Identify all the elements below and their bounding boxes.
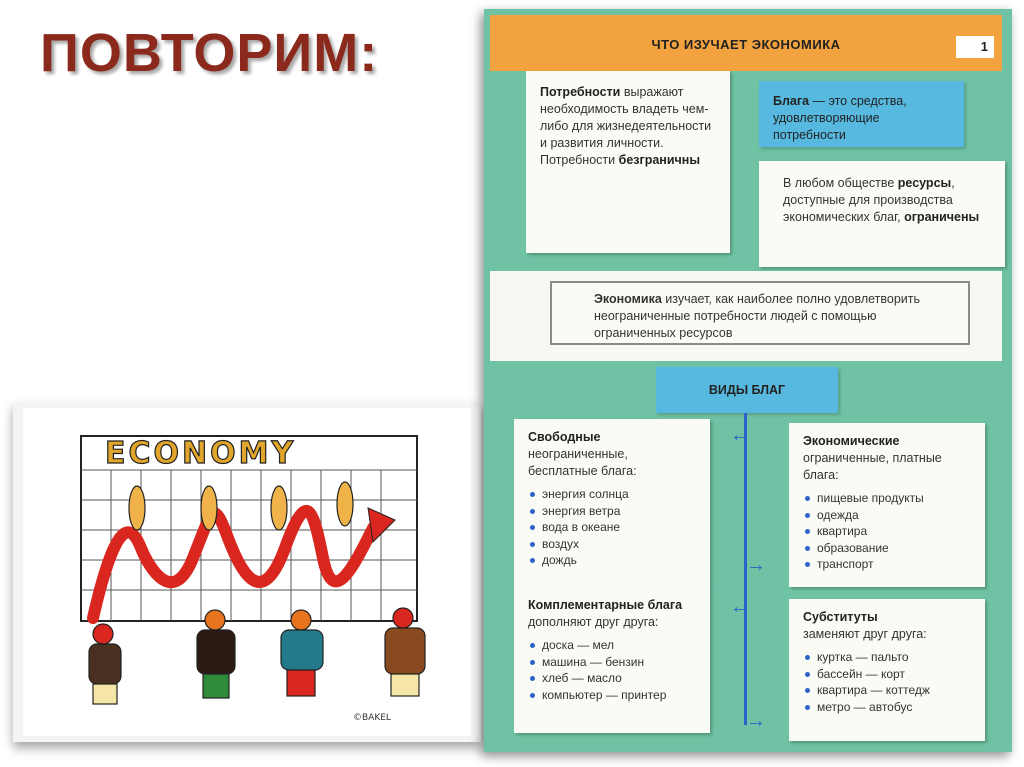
economics-definition-box [550,281,970,345]
arrow-left-icon: ← [730,424,750,446]
economics-band [490,271,1002,361]
list-item: вода в океане [528,519,696,536]
textbook-page [484,9,1012,752]
economic-goods-subtitle: ограниченные, платные блага: [803,451,942,482]
resources-text-before: В любом обществе [783,176,898,190]
list-item: одежда [803,507,971,524]
list-item: машина — бензин [528,654,696,671]
goods-definition-card [759,81,964,147]
list-item: компьютер — принтер [528,687,696,704]
list-item: образование [803,540,971,557]
list-item: дождь [528,552,696,569]
resources-term: ресурсы [897,176,952,190]
book-header [490,15,1002,71]
goods-types-title: ВИДЫ БЛАГ [656,367,838,413]
substitutes-card [789,599,985,741]
page-number: 1 [956,36,994,58]
list-item: энергия солнца [528,486,696,503]
list-item: бассейн — корт [803,666,971,683]
economics-term: Экономика [594,292,662,306]
list-item: куртка — пальто [803,649,971,666]
goods-definition-title: Блага [773,94,810,108]
goods-definition-text: — это средства, удовлетворяющие потребности [773,94,907,142]
list-item: метро — автобус [803,699,971,716]
needs-title: Потребности [540,85,621,99]
needs-card [526,71,730,253]
resources-card [759,161,1005,267]
list-item: энергия ветра [528,503,696,520]
complementary-goods-title: Комплементарные блага [528,598,683,612]
free-goods-card [514,419,710,587]
economy-cartoon-image [13,402,481,742]
book-header-title: ЧТО ИЗУЧАЕТ ЭКОНОМИКА [651,37,841,52]
free-goods-subtitle: неограниченные, бесплатные блага: [528,447,637,478]
economic-goods-title: Экономические [803,434,900,448]
list-item: доска — мел [528,637,696,654]
cartoon-sign-text: ECONOMY [105,436,297,471]
needs-emphasis: безграничны [618,153,701,167]
substitutes-subtitle: заменяют друг друга: [803,627,927,641]
economic-goods-card [789,423,985,587]
complementary-goods-card [514,587,710,733]
resources-text-after: , доступные для производства экономических благ, [783,176,955,224]
list-item: квартира [803,523,971,540]
arrow-right-icon: → [746,554,766,576]
economy-cartoon-drawing [23,408,471,736]
free-goods-title: Свободные [528,430,601,444]
arrow-left-icon: ← [730,596,750,618]
list-item: пищевые продукты [803,490,971,507]
cartoon-signature: ©BAKEL [353,713,391,723]
list-item: воздух [528,536,696,553]
list-item: квартира — коттедж [803,682,971,699]
list-item: транспорт [803,556,971,573]
arrow-right-icon: → [746,710,766,732]
list-item: хлеб — масло [528,670,696,687]
resources-emphasis: ограничены [904,210,980,224]
needs-text: выражают необходимость владеть чем-либо для жизнедеятельности и развития личности. Потребности [540,85,712,167]
economics-text: изучает, как наиболее полно удовлетворить неограниченные потребности людей с помощью ограниченных ресурсов [594,292,921,340]
slide-title: ПОВТОРИМ: [40,23,379,83]
complementary-goods-subtitle: дополняют друг друга: [528,615,659,629]
substitutes-title: Субституты [803,610,878,624]
